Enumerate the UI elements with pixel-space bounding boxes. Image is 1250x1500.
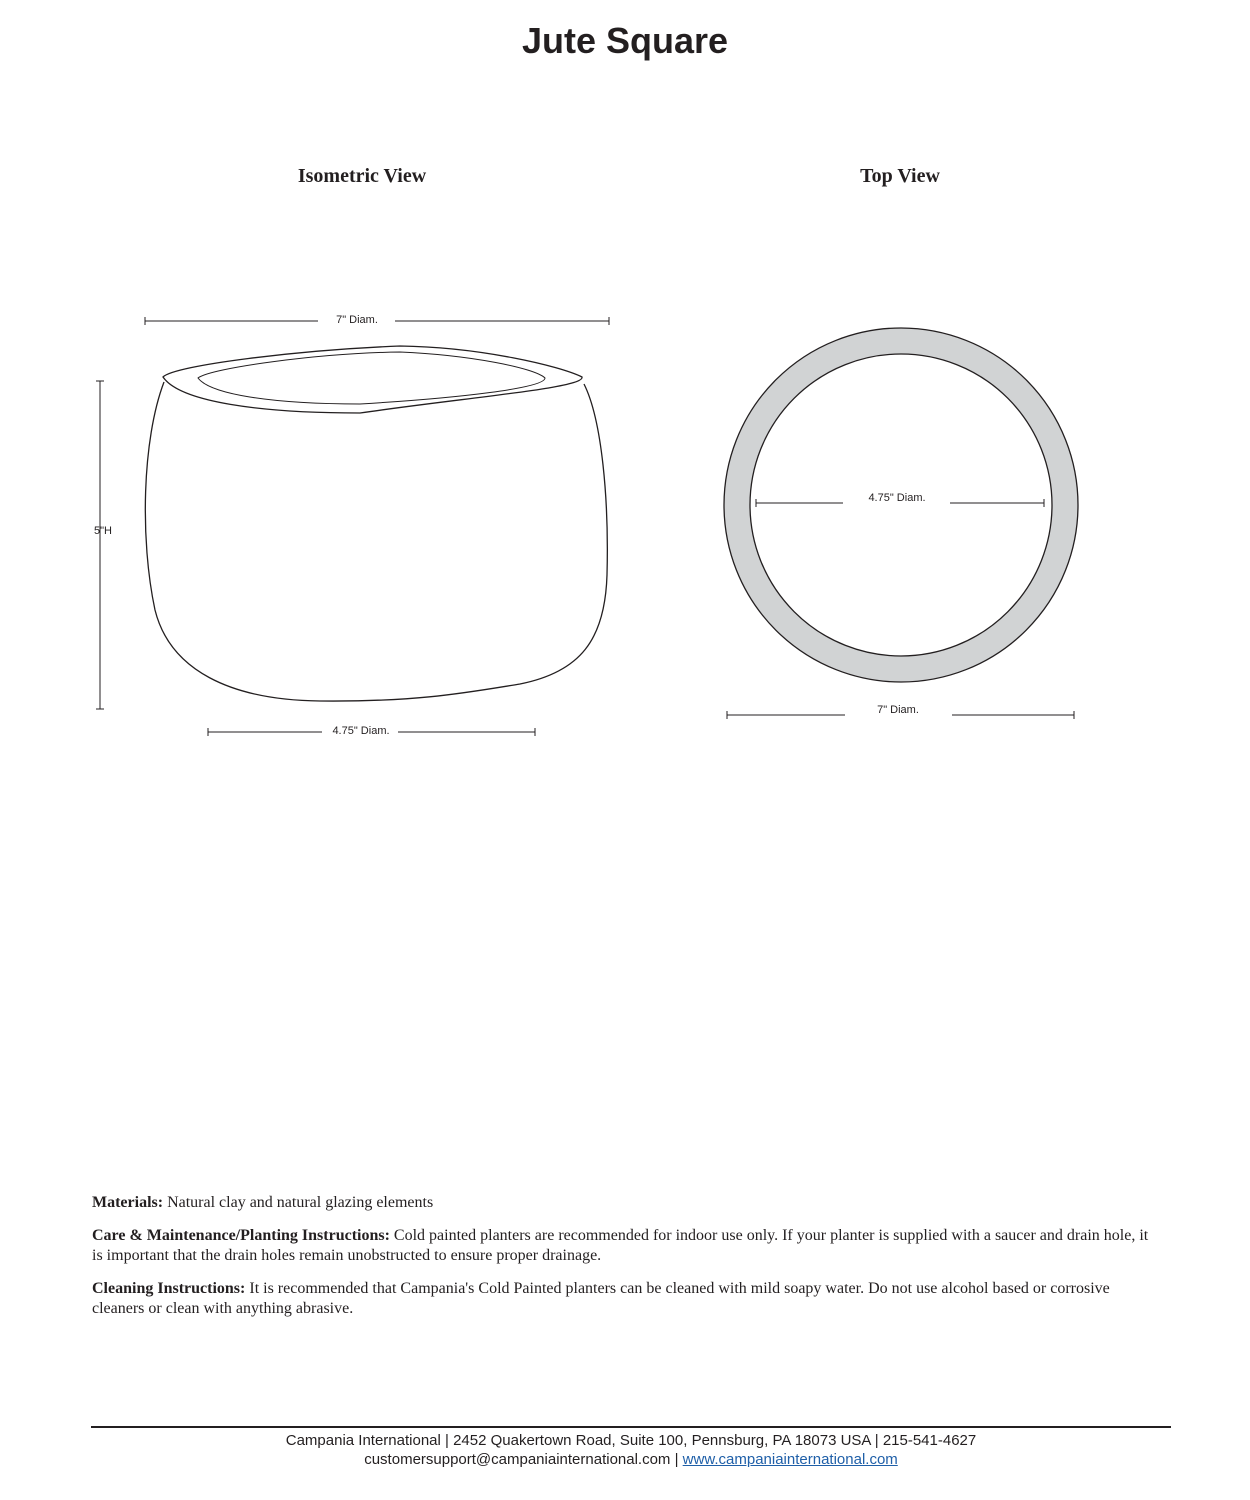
top-inner-dimension-label: 4.75" Diam. — [868, 492, 926, 504]
cleaning-text: It is recommended that Campania's Cold Painted planters can be cleaned with mild soapy water. Do not use alcohol based or corrosive cleaners or clean with anything abrasive. — [92, 1280, 1110, 1317]
top-outer-dimension-label: 7" Diam. — [877, 704, 919, 716]
iso-height-dimension — [96, 381, 104, 709]
page-title: Jute Square — [521, 20, 729, 61]
iso-top-dimension-label: 7" Diam. — [336, 314, 378, 326]
care-note — [92, 1226, 1162, 1266]
footer-address: Campania International | 2452 Quakertown Road, Suite 100, Pennsburg, PA 18073 USA | 215-541-4627 — [285, 1432, 977, 1449]
iso-height-dimension-label: 5"H — [94, 525, 112, 537]
planter-isometric-drawing — [145, 346, 607, 701]
top-view-label: Top View — [860, 165, 940, 187]
footer-divider — [91, 1426, 1171, 1428]
footer-contact — [91, 1451, 1171, 1468]
cleaning-note — [92, 1279, 1162, 1319]
cleaning-label: Cleaning Instructions: — [92, 1280, 246, 1297]
materials-label: Materials: — [92, 1194, 164, 1211]
isometric-view-label: Isometric View — [297, 165, 427, 187]
care-label: Care & Maintenance/Planting Instructions: — [92, 1227, 390, 1244]
iso-bottom-dimension-label: 4.75" Diam. — [332, 725, 390, 737]
materials-note — [92, 1193, 1162, 1213]
product-notes — [92, 1193, 1162, 1332]
planter-top-view-drawing — [724, 328, 1078, 682]
footer-email: customersupport@campaniainternational.com | — [364, 1451, 683, 1468]
care-text: Cold painted planters are recommended for indoor use only. If your planter is supplied with a saucer and drain hole, it is important that the drain holes remain unobstructed to ensure proper drainage. — [92, 1227, 1149, 1264]
materials-text: Natural clay and natural glazing elements — [167, 1194, 434, 1211]
website-link[interactable]: www.campaniainternational.com — [682, 1451, 898, 1468]
